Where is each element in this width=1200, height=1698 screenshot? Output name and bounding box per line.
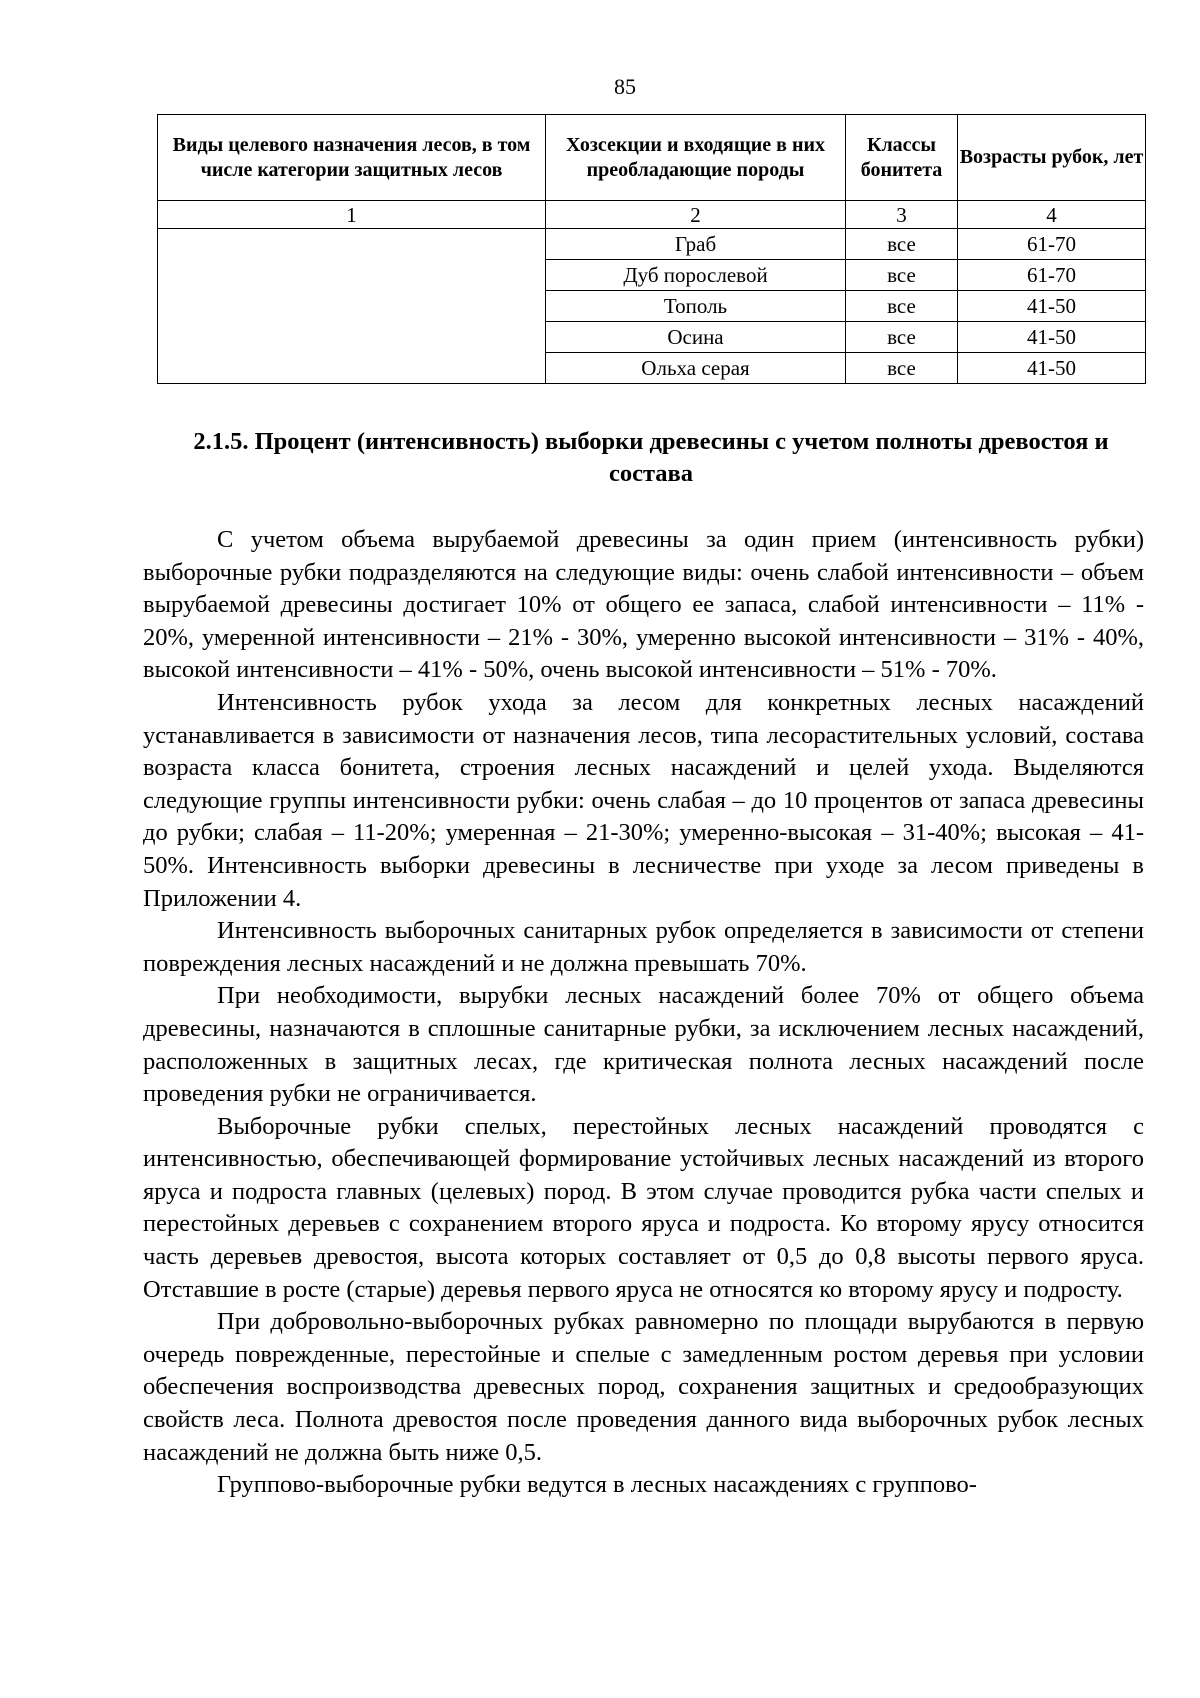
header-species-sections: Хозсекции и входящие в них преобладающие породы (546, 115, 846, 201)
forest-purpose-cell-empty (158, 229, 546, 384)
site-class-cell: все (846, 229, 958, 260)
column-number: 2 (546, 201, 846, 229)
cutting-age-cell: 61-70 (958, 229, 1146, 260)
cutting-age-cell: 41-50 (958, 291, 1146, 322)
paragraph: Группово-выборочные рубки ведутся в лесных насаждениях с группово- (217, 1471, 977, 1499)
paragraph: При необходимости, вырубки лесных насаждений более 70% от общего объема древесины, назначаются в сплошные санитарные рубки, за исключением лесных насаждений, расположенных в защитных лесах, где критическая полнота лесных насаждений после проведения рубки не ограничивается. (143, 982, 1144, 1108)
cutting-age-cell: 41-50 (958, 322, 1146, 353)
species-cell: Осина (546, 322, 846, 353)
page-number: 85 (614, 74, 636, 99)
header-cutting-age: Возрасты рубок, лет (958, 115, 1146, 201)
species-cell: Ольха серая (546, 353, 846, 384)
table-header-row (158, 115, 1146, 201)
body-text (143, 524, 1144, 1502)
site-class-cell: все (846, 353, 958, 384)
paragraph: С учетом объема вырубаемой древесины за один прием (интенсивность рубки) выборочные рубки подразделяются на следующие виды: очень слабой интенсивности – объем вырубаемой древесины достигает 10% от общего ее запаса, слабой интенсивности – 11% - 20%, умеренной интенсивности – 21% - 30%, умеренно высокой интенсивности – 31% - 40%, высокой интенсивности – 41% - 50%, очень высокой интенсивности – 51% - 70%. (143, 526, 1144, 684)
paragraph: Выборочные рубки спелых, перестойных лесных насаждений проводятся с интенсивностью, обеспечивающей формирование устойчивых лесных насаждений из второго яруса и подроста главных (целевых) пород. В этом случае проводится рубка части спелых и перестойных деревьев с сохранением второго яруса и подроста. Ко второму ярусу относится часть деревьев древостоя, высота которых составляет от 0,5 до 0,8 высоты первого яруса. Отставшие в росте (старые) деревья первого яруса не относятся ко второму ярусу и подросту. (143, 1112, 1144, 1303)
site-class-cell: все (846, 322, 958, 353)
paragraph: Интенсивность рубок ухода за лесом для конкретных лесных насаждений устанавливается в зависимости от назначения лесов, типа лесорастительных условий, состава возраста класса бонитета, строения лесных насаждений и целей ухода. Выделяются следующие группы интенсивности рубки: очень слабая – до 10 процентов от запаса древесины до рубки; слабая – 11-20%; умеренная – 21-30%; умеренно-высокая – 31-40%; высокая – 41-50%. Интенсивность выборки древесины в лесничестве при уходе за лесом приведены в Приложении 4. (143, 688, 1144, 912)
cutting-age-cell: 61-70 (958, 260, 1146, 291)
paragraph: При добровольно-выборочных рубках равномерно по площади вырубаются в первую очередь поврежденные, перестойные и спелые с замедленным ростом деревья при условии обеспечения воспроизводства древесных пород, сохранения защитных и средообразующих свойств леса. Полнота древостоя после проведения данного вида выборочных рубок лесных насаждений не должна быть ниже 0,5. (143, 1308, 1144, 1466)
species-cell: Тополь (546, 291, 846, 322)
paragraph: Интенсивность выборочных санитарных рубок определяется в зависимости от степени повреждения лесных насаждений и не должна превышать 70%. (143, 917, 1144, 977)
site-class-cell: все (846, 260, 958, 291)
section-heading: 2.1.5. Процент (интенсивность) выборки древесины с учетом полноты древостоя и состава (193, 428, 1109, 487)
species-cell: Дуб порослевой (546, 260, 846, 291)
table-row (158, 229, 1146, 260)
header-site-class: Классы бонитета (846, 115, 958, 201)
column-number: 4 (958, 201, 1146, 229)
cutting-age-table (157, 114, 1146, 384)
column-number-row (158, 201, 1146, 229)
column-number: 1 (158, 201, 546, 229)
column-number: 3 (846, 201, 958, 229)
cutting-age-cell: 41-50 (958, 353, 1146, 384)
species-cell: Граб (546, 229, 846, 260)
header-forest-purpose: Виды целевого назначения лесов, в том числе категории защитных лесов (158, 115, 546, 201)
site-class-cell: все (846, 291, 958, 322)
